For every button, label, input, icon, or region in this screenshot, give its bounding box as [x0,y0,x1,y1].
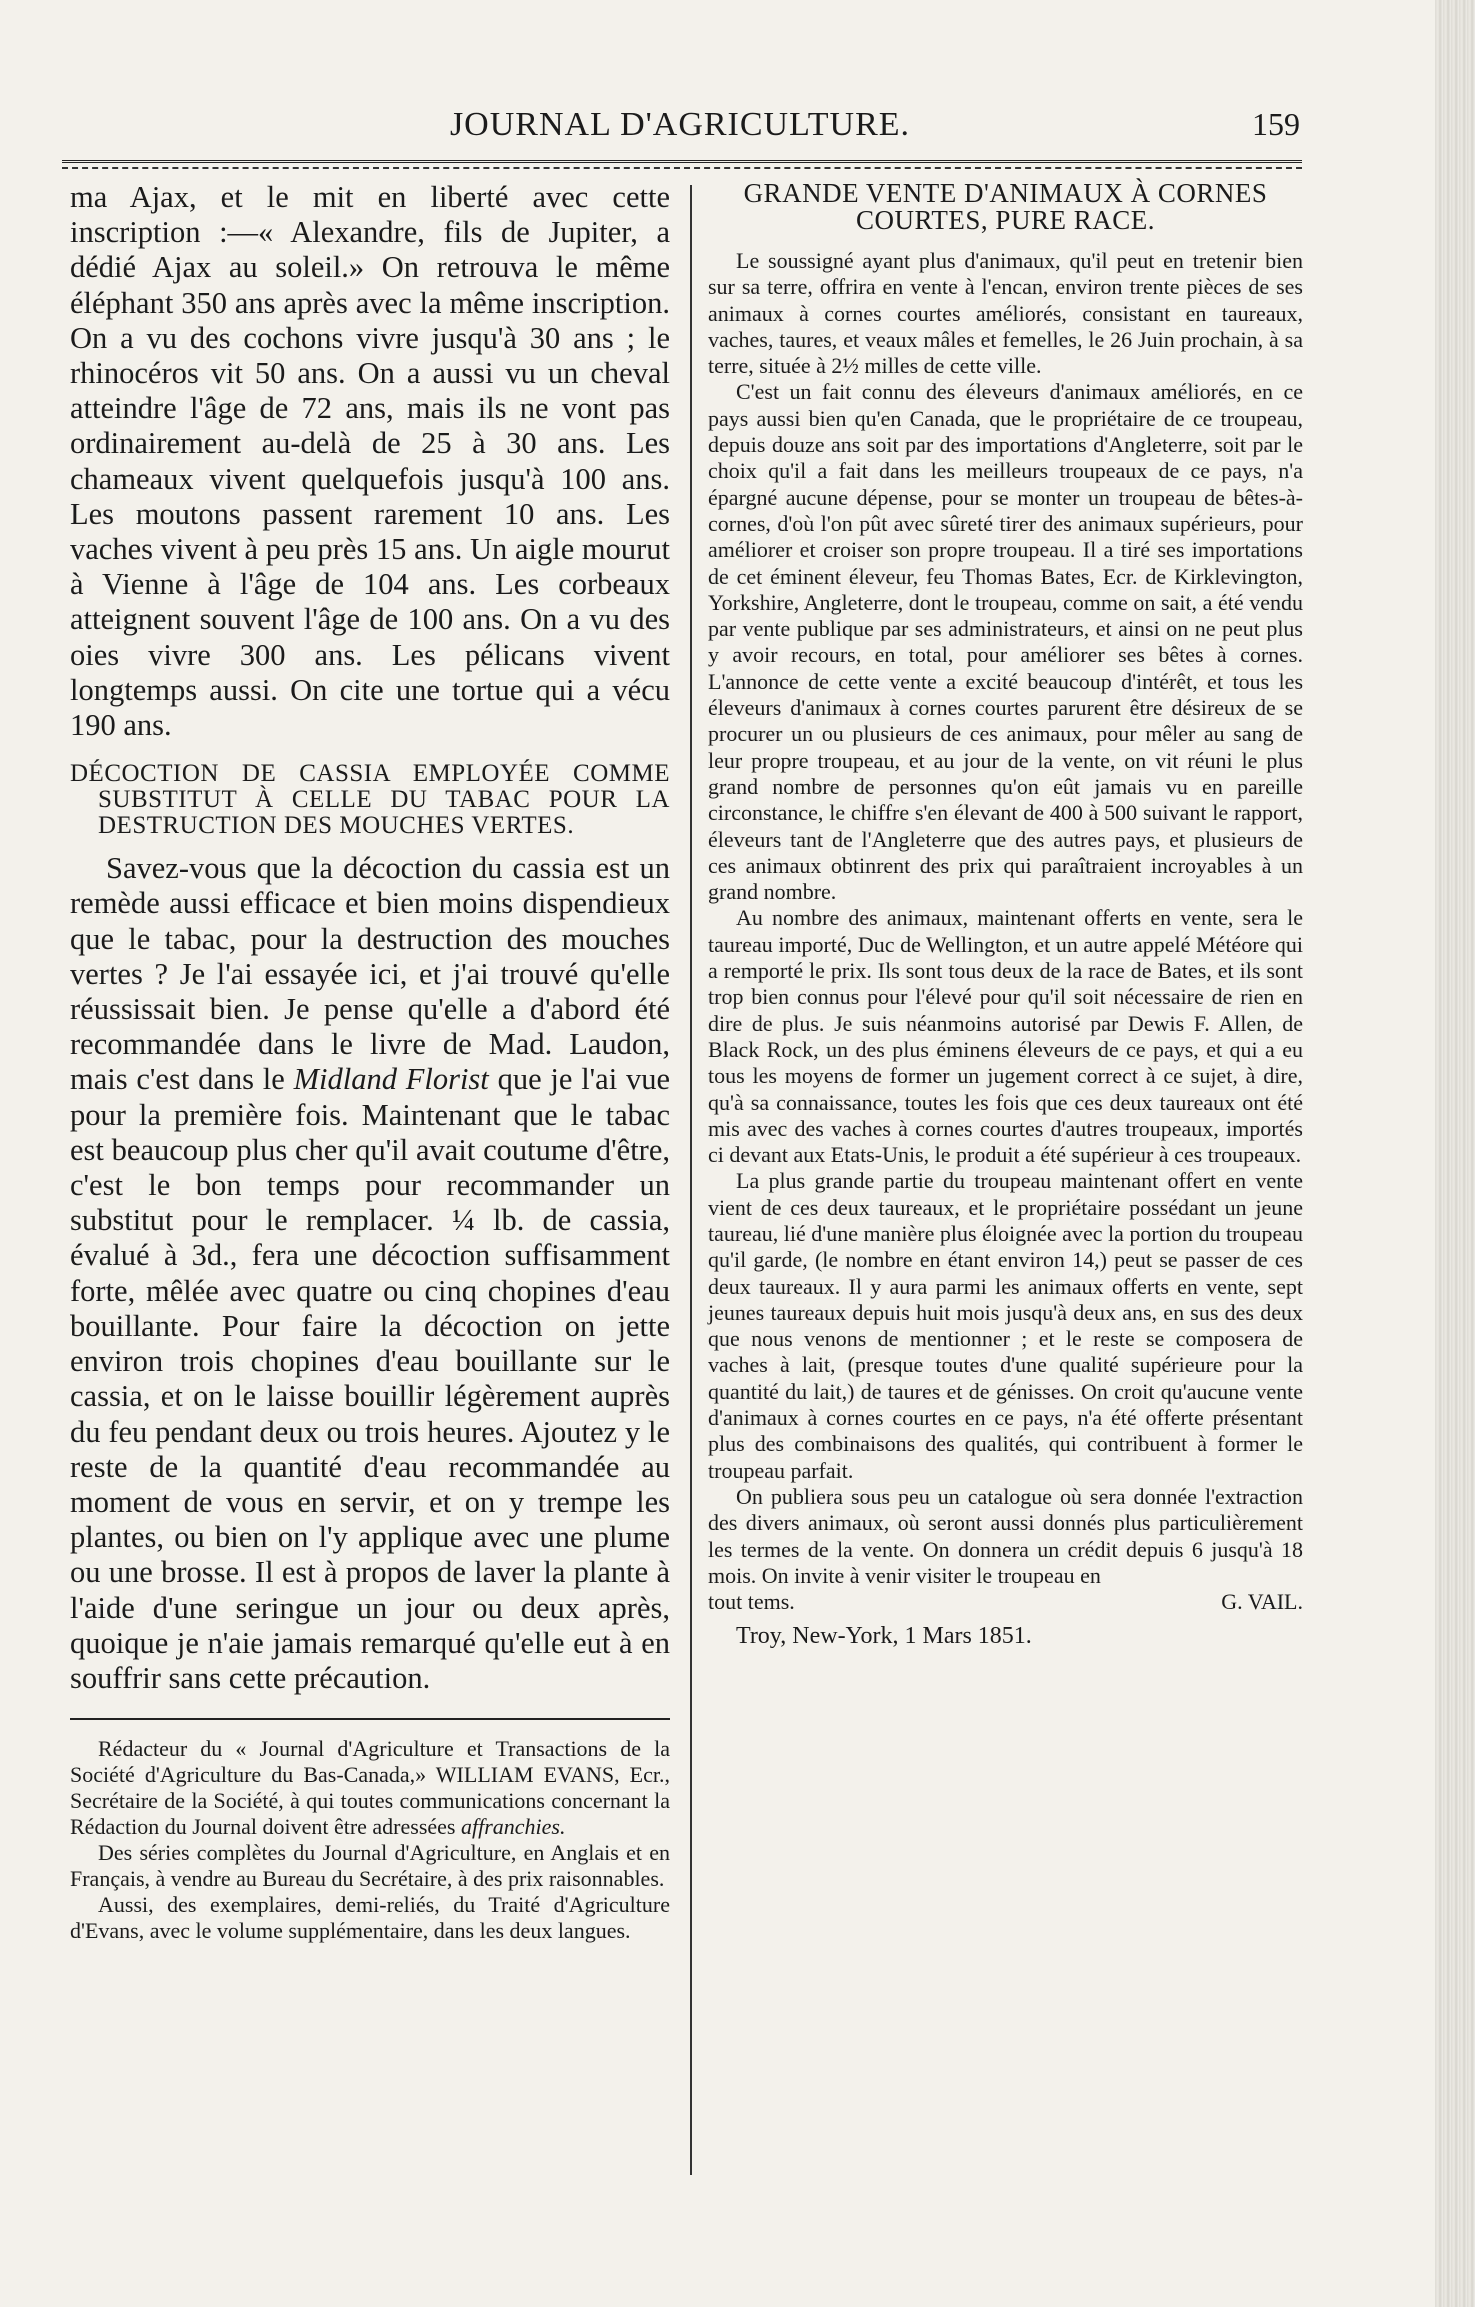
cassia-article-heading: DÉCOCTION DE CASSIA EMPLOYÉE COMME SUBSTITUT À CELLE DU TABAC POUR LA DESTRUCTION DES MOUCHES VERTES. [70,760,670,840]
column-divider [690,185,692,2175]
publication-notice [70,1736,670,1944]
journal-title: JOURNAL D'AGRICULTURE. [449,106,911,143]
cassia-article-body-part-1: Savez-vous que la décoction du cassia est un remède aussi efficace et bien moins dispendieux que le tabac, pour la destruction des mouches vertes ? Je l'ai essayée ici, et j'ai trouvé qu'elle réussissait bien. Je pense qu'elle a d'abord été recommandée dans le livre de Mad. Laudon, mais c'est dans le [70,851,670,1097]
closing-text: tout tems. [708,1589,795,1615]
right-column [708,180,1303,1651]
header-rule [62,160,1302,163]
page-number: 159 [1252,106,1300,142]
cattle-paragraph-5: On publiera sous peu un catalogue où sera donnée l'extraction des divers animaux, où seront aussi donnés plus particulièrement les termes de la vente. On donnera un crédit depuis 6 jusqu'à 18 mois. On invite à venir visiter le troupeau en [708,1483,1303,1588]
page-header [60,96,1300,156]
cattle-sale-heading: GRANDE VENTE D'ANIMAUX À CORNES COURTES, PURE RACE. [743,178,1268,235]
cattle-paragraph-1: Le soussigné ayant plus d'animaux, qu'il peut en tretenir bien sur sa terre, offrira en vente à l'encan, environ trente pièces de ses animaux à cornes courtes améliorés, consistant en taureaux, vaches, taures, et veaux mâles et femelles, le 26 Juin prochain, à sa terre, située à 2½ milles de cette ville. [708,248,1303,379]
midland-florist-title: Midland Florist [293,1062,489,1097]
cassia-article-body [70,851,670,1696]
notice-editor [70,1736,670,1840]
cassia-article-body-part-2: que je l'ai vue pour la première fois. Maintenant que le tabac est beaucoup plus cher qu'il avait coutume d'être, c'est le bon temps pour recommander un substitut pour le remplacer. ¼ lb. de cassia, évalué à 3d., fera une décoction suffisamment forte, mêlée avec quatre ou cinq chopines d'eau bouillante. Pour faire la décoction on jette environ trois chopines d'eau bouillante sur le cassia, et on le laisse bouillir légèrement auprès du feu pendant deux ou trois heures. Ajoutez y le reste de la quantité d'eau recommandée au moment de vous en servir, et on y trempe les plantes, ou bien on l'y applique avec une plume ou une brosse. Il est à propos de laver la plante à l'aide d'une seringue un jour ou deux après, quoique je n'aie jamais remarqué qu'elle eut à en souffrir sans cette précaution. [70,1062,671,1695]
cattle-paragraph-2: C'est un fait connu des éleveurs d'animaux améliorés, en ce pays aussi bien qu'en Canada, que le propriétaire de ce troupeau, depuis douze ans soit par des importations d'Angleterre, soit par le choix qu'il a fait dans les meilleurs troupeaux de ce pays, n'a épargné aucune dépense, pour se monter un troupeau de bêtes-à-cornes, d'où l'on pût avec sûreté tirer des animaux supérieurs, pour améliorer et croiser son propre troupeau. Il a tiré ses importations de cet éminent éleveur, feu Thomas Bates, Ecr. de Kirklevington, Yorkshire, Angleterre, dont le troupeau, comme on sait, a été vendu par vente publique par ses administrateurs, et ainsi on ne peut plus y avoir recours, en total, pour améliorer ses bêtes à cornes. L'annonce de cette vente a excité beaucoup d'intérêt, et tous les éleveurs d'animaux à cornes courtes parurent être désireux de se procurer un ou plusieurs de ces animaux, pour mêler au sang de leur propre troupeau, et au jour de la vente, on vit réuni le plus grand nombre de personnes qu'on eût jamais vu en pareille circonstance, le chiffre s'en élevant de 400 à 500 suivant le rapport, éleveurs tant de l'Angleterre que des autres pays, et plusieurs de ces animaux obtinrent des prix qui paraîtraient incroyables à un grand nombre. [708,379,1303,905]
notice-rule [70,1718,670,1720]
notice-editor-italic: affranchies. [460,1814,566,1840]
notice-series: Des séries complètes du Journal d'Agriculture, en Anglais et en Français, à vendre au Bureau du Secrétaire, à des prix raisonnables. [70,1840,670,1892]
intro-paragraph: ma Ajax, et le mit en liberté avec cette inscription :—« Alexandre, fils de Jupiter, a dédié Ajax au soleil.» On retrouva le même éléphant 350 ans après avec la même inscription. On a vu des cochons vivre jusqu'à 30 ans ; le rhinocéros vit 50 ans. On a aussi vu un cheval atteindre l'âge de 72 ans, mais ils ne vont pas ordinairement au-delà de 25 à 30 ans. Les chameaux vivent quelquefois jusqu'à 100 ans. Les moutons passent rarement 10 ans. Les vaches vivent à peu près 15 ans. Un aigle mourut à Vienne à l'âge de 104 ans. Les corbeaux atteignent souvent l'âge de 100 ans. On a vu des oies vivre 300 ans. Les pélicans vivent longtemps aussi. On cite une tortue qui a vécu 190 ans. [70,180,670,743]
cattle-paragraph-4: La plus grande partie du troupeau maintenant offert en vente vient de ces deux taureaux, et le propriétaire possédant un jeune taureau, lié d'une manière plus éloignée avec la portion du troupeau qu'il garde, (le nombre en étant environ 14,) peut se passer de ces deux taureaux. Il y aura parmi les animaux offerts en vente, sept jeunes taureaux depuis huit mois jusqu'à deux ans, en sus des deux que nous venons de mentionner ; et le reste se composera de vaches à lait, (presque toutes d'une qualité supérieure pour la quantité du lait,) de taures et de génisses. On croit qu'aucune vente d'animaux à cornes courtes en ce pays, n'a été offerte présentant plus des combinaisons des qualités, qui contribuent à former le troupeau parfait. [708,1168,1303,1483]
notice-editor-text: Rédacteur du « Journal d'Agriculture et Transactions de la Société d'Agriculture du Bas-Canada,» WILLIAM EVANS, Ecr., Secrétaire de la Société, à qui toutes communications concernant la Rédaction du Journal doivent être adressées [70,1736,670,1840]
header-rule-dashed [62,167,1302,169]
notice-treatise: Aussi, des exemplaires, demi-reliés, du Traité d'Agriculture d'Evans, avec le volume supplémentaire, dans les deux langues. [70,1892,670,1944]
signature: G. VAIL. [1221,1589,1303,1615]
page-edge [1435,0,1475,2307]
cattle-paragraph-3: Au nombre des animaux, maintenant offerts en vente, sera le taureau importé, Duc de Wellington, et un autre appelé Météore qui a remporté le prix. Ils sont tous deux de la race de Bates, et ils sont trop bien connus pour l'élevé pour qu'il soit nécessaire de rien en dire de plus. Je suis néanmoins autorisé par Dewis F. Allen, de Black Rock, un des plus éminens éleveurs de ce pays, et qui a eu tous les moyens de former un jugement correct à ce sujet, à dire, qu'à sa connaissance, toutes les fois que ces deux taureaux ont été mis avec des vaches à cornes courtes d'autres troupeaux, importés ci devant aux Etats-Unis, le produit a été supérieur à ces troupeaux. [708,905,1303,1168]
left-column [70,180,670,1944]
signature-line [708,1589,1303,1615]
dateline: Troy, New-York, 1 Mars 1851. [736,1623,1032,1650]
